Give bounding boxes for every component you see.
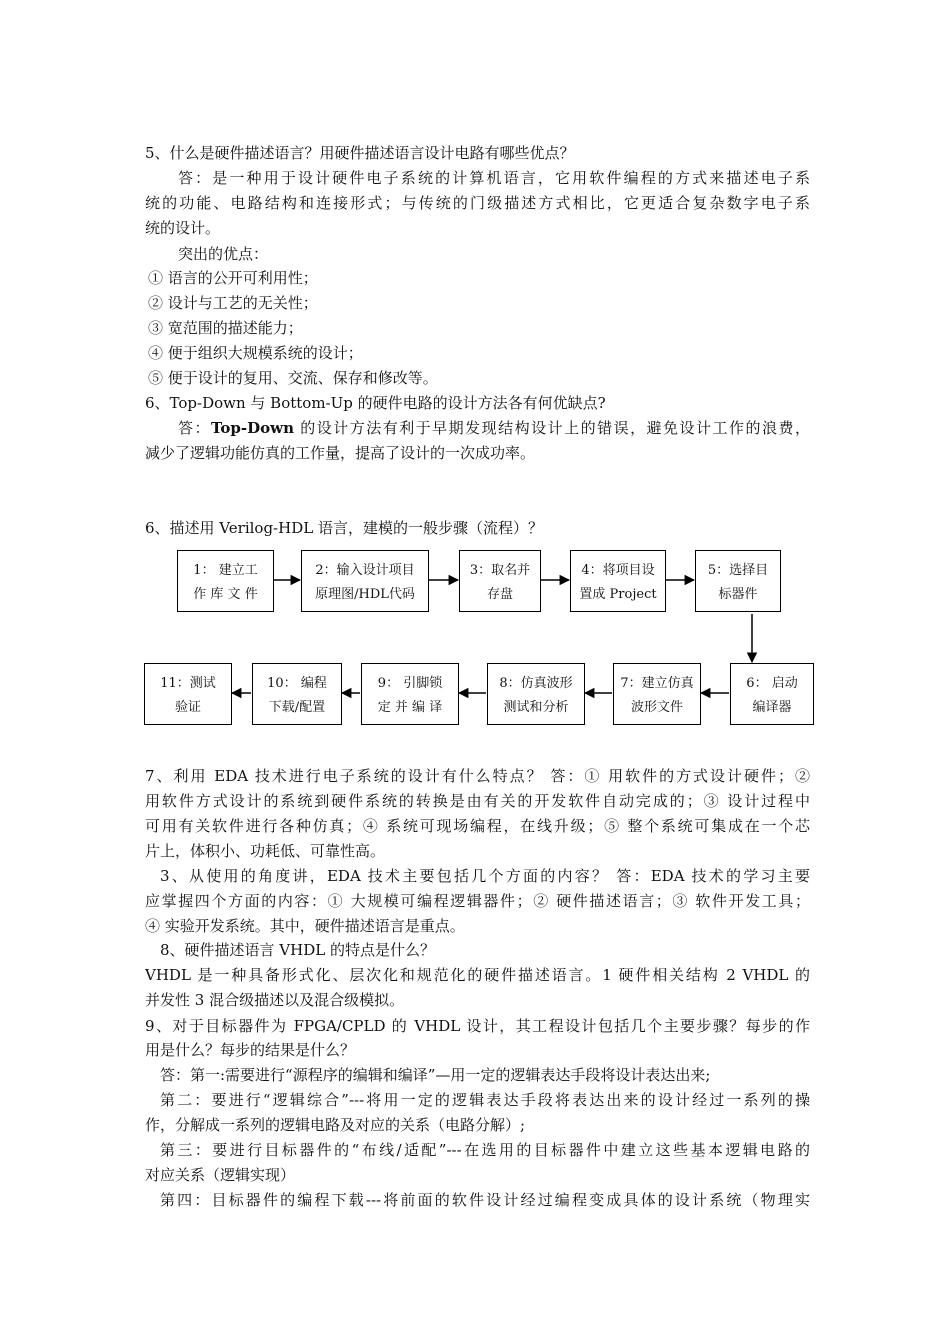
question-8-title: 8、硬件描述语言 VHDL 的特点是什么？: [160, 941, 435, 959]
q9-step-4-line-1: 第四：目标器件的编程下载---将前面的软件设计经过编程变成具体的设计系统（物理实: [160, 1191, 810, 1209]
q3-line-2: 应掌握四个方面的内容：① 大规模可编程逻辑器件；② 硬件描述语言；③ 软件开发工具；: [145, 892, 810, 910]
q5-merits-title: 突出的优点：: [178, 245, 269, 263]
flow-step-9: [361, 663, 459, 725]
flow-step-11: [144, 663, 232, 725]
q5-answer-line-3: 统的设计。: [145, 219, 221, 237]
q5-merit-item: ④ 便于组织大规模系统的设计；: [148, 344, 363, 362]
q7-line-3: 可用有关软件进行各种仿真；④ 系统可现场编程，在线升级；⑤ 整个系统可集成在一个芯: [145, 817, 810, 835]
flow-step-7: [613, 663, 701, 725]
step-line: 波形文件: [630, 700, 683, 715]
q3-line-3: ④ 实验开发系统。其中，硬件描述语言是重点。: [145, 917, 465, 935]
step-line: 6： 启动: [746, 676, 798, 691]
question-5-title: 5、什么是硬件描述语言？用硬件描述语言设计电路有哪些优点？: [145, 144, 575, 162]
q7-line-1: 7、利用 EDA 技术进行电子系统的设计有什么特点？ 答：① 用软件的方式设计硬件；②: [145, 767, 810, 785]
flow-step-4: [570, 550, 666, 612]
flow-step-3: [459, 550, 541, 612]
flow-step-10: [252, 663, 342, 725]
flow-step-2: [301, 550, 429, 612]
step-line: 11：测试: [160, 676, 216, 691]
flow-step-8: [487, 663, 585, 725]
q9-line-1: 9、对于目标器件为 FPGA/CPLD 的 VHDL 设计，其工程设计包括几个主要步骤？每步的作: [145, 1017, 810, 1035]
question-6a-title: 6、Top-Down 与 Bottom-Up 的硬件电路的设计方法各有何优缺点?: [145, 394, 606, 412]
answer-rest: 的设计方法有利于早期发现结构设计上的错误，避免设计工作的浪费，: [293, 419, 810, 437]
q7-line-2: 用软件方式设计的系统到硬件系统的转换是由有关的开发软件自动完成的；③ 设计过程中: [145, 792, 810, 810]
flow-step-1: [177, 550, 274, 612]
flow-step-6: [730, 663, 814, 725]
step-line: 定 并 编 译: [377, 700, 443, 715]
q9-step-2-line-2: 作，分解成一系列的逻辑电路及对应的关系（电路分解）;: [145, 1116, 526, 1134]
top-down-term: Top-Down: [210, 419, 294, 437]
flow-step-5: [695, 550, 781, 612]
step-line: 编译器: [752, 700, 792, 715]
step-line: 5：选择目: [707, 563, 769, 578]
q5-merit-item: ① 语言的公开可利用性；: [148, 269, 318, 287]
q3-line-1: 3、从使用的角度讲，EDA 技术主要包括几个方面的内容？ 答：EDA 技术的学习主要: [160, 867, 810, 885]
q5-merit-item: ② 设计与工艺的无关性；: [148, 294, 318, 312]
q5-answer-line-1: 答：是一种用于设计硬件电子系统的计算机语言，它用软件编程的方式来描述电子系: [178, 169, 810, 187]
answer-prefix: 答：: [178, 419, 211, 437]
step-line: 8：仿真波形: [499, 676, 573, 691]
step-line: 2：输入设计项目: [315, 563, 415, 578]
q5-answer-line-2: 统的功能、电路结构和连接形式；与传统的门级描述方式相比，它更适合复杂数字电子系: [145, 194, 810, 212]
step-line: 9： 引脚锁: [377, 676, 443, 691]
q8-line-2: 并发性 3 混合级描述以及混合级模拟。: [145, 991, 405, 1009]
q9-step-2-line-1: 第二：要进行“逻辑综合”---将用一定的逻辑表达手段将表达出来的设计经过一系列的操: [160, 1091, 810, 1109]
q5-merit-item: ⑤ 便于设计的复用、交流、保存和修改等。: [148, 369, 438, 387]
step-line: 作 库 文 件: [193, 587, 258, 602]
step-line: 7：建立仿真: [620, 676, 694, 691]
q5-merit-item: ③ 宽范围的描述能力；: [148, 319, 303, 337]
step-line: 存盘: [486, 587, 513, 602]
step-line: 置成 Project: [579, 587, 657, 602]
q9-step-3-line-2: 对应关系（逻辑实现）: [145, 1166, 296, 1184]
q9-step-1: 答：第一:需要进行“源程序的编辑和编译”—用一定的逻辑表达手段将设计表达出来;: [160, 1066, 711, 1084]
step-line: 下载/配置: [268, 700, 326, 715]
step-line: 验证: [174, 700, 201, 715]
step-line: 测试和分析: [503, 700, 569, 715]
step-line: 4：将项目设: [581, 563, 655, 578]
q9-line-2: 用是什么？每步的结果是什么？: [145, 1041, 356, 1059]
step-line: 1： 建立工: [193, 563, 258, 578]
step-line: 标器件: [718, 587, 758, 602]
q7-line-4: 片上，体积小、功耗低、可靠性高。: [145, 842, 386, 860]
step-line: 原理图/HDL代码: [315, 587, 415, 602]
q9-step-3-line-1: 第三：要进行目标器件的“布线/适配”---在选用的目标器件中建立这些基本逻辑电路的: [160, 1141, 810, 1159]
q8-line-1: VHDL 是一种具备形式化、层次化和规范化的硬件描述语言。1 硬件相关结构 2 VHDL 的: [145, 966, 810, 984]
question-6b-title: 6、描述用 Verilog-HDL 语言，建模的一般步骤（流程）？: [145, 519, 543, 537]
step-line: 10： 编程: [267, 676, 327, 691]
q6a-answer-line-2: 减少了逻辑功能仿真的工作量，提高了设计的一次成功率。: [145, 444, 536, 462]
step-line: 3：取名并: [469, 563, 531, 578]
